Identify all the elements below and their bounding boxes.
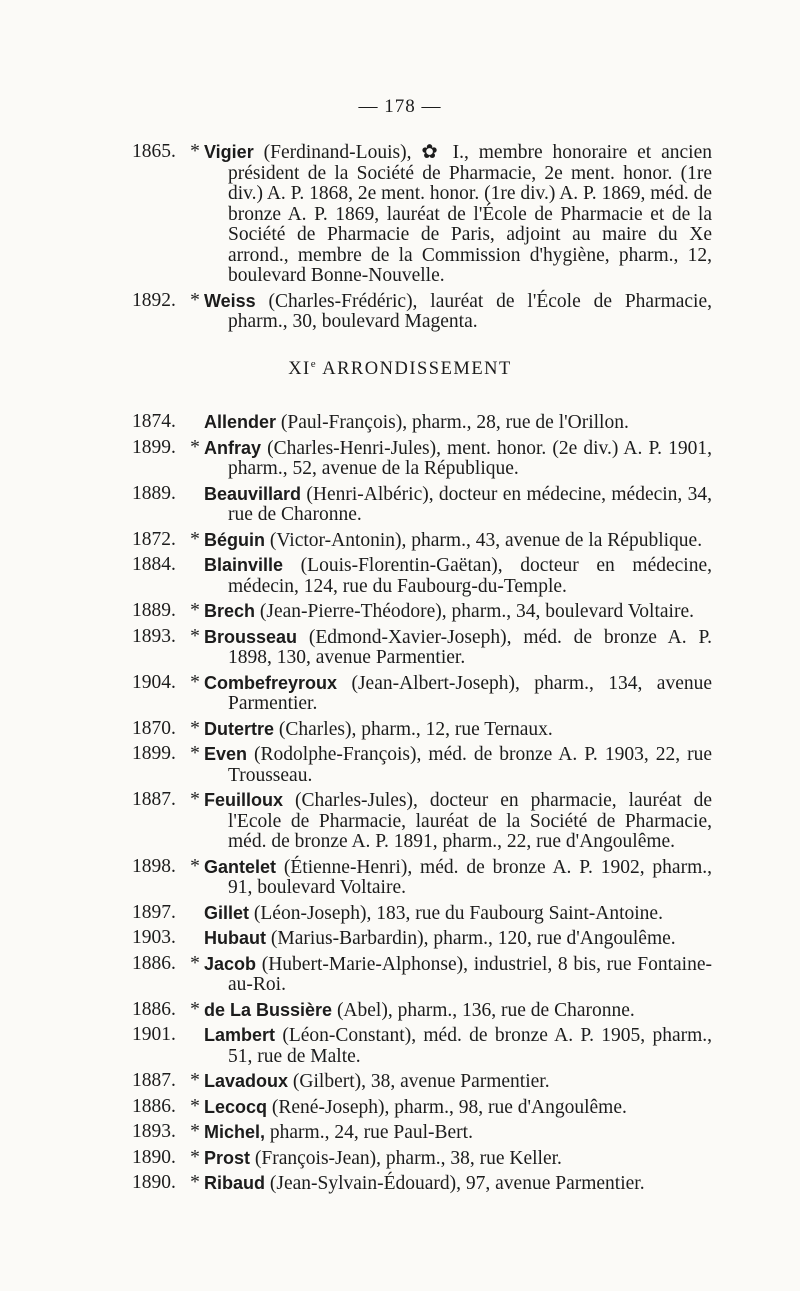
directory-entry	[132, 673, 712, 715]
entries-list-top	[132, 142, 712, 337]
entry-year: 1887.	[132, 1070, 176, 1091]
entry-details: (Henri-Albéric), docteur en médecine, médecin, 34, rue de Charonne.	[228, 483, 712, 525]
entry-year: 1899.	[132, 743, 176, 764]
entry-details: (Charles), pharm., 12, rue Ternaux.	[278, 718, 553, 740]
entry-details: (François-Jean), pharm., 38, rue Keller.	[254, 1147, 562, 1169]
entry-star: *	[190, 1121, 200, 1142]
directory-entry	[132, 555, 712, 597]
entry-body	[204, 291, 712, 333]
entry-name: Michel,	[204, 1122, 266, 1142]
directory-entry	[132, 903, 712, 925]
entry-name: Feuilloux	[204, 790, 284, 810]
entry-star: *	[190, 855, 200, 877]
entry-body	[204, 627, 712, 669]
directory-entry	[132, 857, 712, 899]
entry-details: (Jean-Sylvain-Édouard), 97, avenue Parmentier.	[269, 1173, 645, 1194]
entry-body	[204, 857, 712, 899]
entry-details: (Edmond-Xavier-Joseph), méd. de bronze A. P. 1898, 130, avenue Parmentier.	[228, 626, 712, 668]
section-numeral: XI	[288, 359, 311, 380]
entry-name: Blainville	[204, 555, 284, 575]
entry-details: (Charles-Frédéric), lauréat de l'École de Pharmacie, pharm., 30, boulevard Magenta.	[228, 290, 712, 332]
entry-details: (Louis-Florentin-Gaëtan), docteur en médecine, médecin, 124, rue du Faubourg-du-Temple.	[228, 555, 713, 597]
entry-year: 1898.	[132, 855, 176, 877]
entry-body	[204, 412, 712, 434]
directory-entry	[132, 412, 712, 434]
entry-body	[204, 928, 712, 950]
entry-year: 1872.	[132, 528, 176, 550]
entry-year: 1890.	[132, 1172, 176, 1193]
entry-body	[204, 903, 712, 925]
entry-year: 1886.	[132, 1095, 176, 1117]
entry-name: Weiss	[204, 290, 256, 311]
entry-star: *	[190, 671, 200, 693]
entry-body	[204, 1148, 712, 1170]
entry-year: 1874.	[132, 411, 176, 432]
entry-year: 1865.	[132, 141, 176, 162]
entry-details: (Jean-Albert-Joseph), pharm., 134, avenue Parmentier.	[228, 672, 712, 714]
directory-entry	[132, 1025, 712, 1067]
entry-body	[204, 438, 712, 480]
directory-entry	[132, 1148, 712, 1170]
entry-details: pharm., 24, rue Paul-Bert.	[269, 1122, 473, 1143]
entry-year: 1897.	[132, 901, 176, 923]
section-superscript: e	[310, 358, 318, 370]
entry-star: *	[190, 289, 200, 311]
entry-year: 1886.	[132, 998, 176, 1020]
entry-year: 1893.	[132, 1121, 176, 1142]
entry-details: (Charles-Henri-Jules), ment. honor. (2e div.) A. P. 1901, pharm., 52, avenue de la République.	[228, 437, 713, 479]
entry-name: Dutertre	[204, 718, 275, 739]
entry-body	[204, 1000, 712, 1022]
directory-entry	[132, 954, 712, 996]
entry-body	[204, 1122, 712, 1144]
directory-entry	[132, 1173, 712, 1195]
entry-body	[204, 1097, 712, 1119]
entry-body	[204, 954, 712, 996]
entry-body	[204, 673, 712, 715]
entry-body	[204, 790, 712, 853]
entry-star: *	[190, 1070, 200, 1091]
entry-name: Anfray	[204, 437, 262, 458]
entry-name: Béguin	[204, 529, 265, 550]
entry-details: (René-Joseph), pharm., 98, rue d'Angoulême.	[271, 1096, 627, 1118]
entry-body	[204, 601, 712, 623]
directory-entry	[132, 484, 712, 526]
entry-name: Brousseau	[204, 626, 298, 647]
entry-year: 1886.	[132, 952, 176, 974]
directory-entry	[132, 719, 712, 741]
section-heading	[0, 358, 800, 380]
entry-star: *	[190, 952, 200, 974]
entry-star: *	[190, 528, 200, 550]
section-title: ARRONDISSEMENT	[322, 359, 512, 380]
entry-body	[204, 1025, 712, 1067]
entry-year: 1887.	[132, 789, 176, 810]
entry-details: (Hubert-Marie-Alphonse), industriel, 8 bis, rue Fontaine-au-Roi.	[228, 953, 712, 995]
entry-body	[204, 555, 712, 597]
entry-name: Gantelet	[204, 856, 277, 877]
entry-body	[204, 744, 712, 786]
entry-name: Lecocq	[204, 1096, 268, 1117]
entry-year: 1904.	[132, 671, 176, 693]
entry-name: Brech	[204, 601, 256, 621]
entry-star: *	[190, 141, 200, 162]
entry-body	[204, 1173, 712, 1195]
entry-details: (Abel), pharm., 136, rue de Charonne.	[336, 999, 635, 1021]
entry-body	[204, 530, 712, 552]
entry-year: 1870.	[132, 717, 176, 739]
directory-entry	[132, 1097, 712, 1119]
entry-body	[204, 484, 712, 526]
entry-name: Gillet	[204, 902, 250, 923]
entry-details: (Ferdinand-Louis), ✿ I., membre honoraire et ancien président de la Société de Pharmacie, 2e ment. honor. (1re div.) A. P. 1868, 2e ment. honor. (1re div.) A. P. 1869, méd. de bronze A. P. 1869, lauréat de l'École de Pharmacie et de la Société de Pharmacie de Paris, adjoint au maire du Xe arrond., membre de la Commission d'hygiène, pharm., 12, boulevard Bonne-Nouvelle.	[228, 142, 713, 286]
entry-body	[204, 142, 712, 287]
entry-name: Beauvillard	[204, 483, 302, 504]
entry-star: *	[190, 998, 200, 1020]
entry-name: Jacob	[204, 953, 257, 974]
entry-details: (Victor-Antonin), pharm., 43, avenue de la République.	[269, 529, 703, 551]
page-number: — 178 —	[358, 96, 442, 117]
entry-details: (Léon-Constant), méd. de bronze A. P. 1905, pharm., 51, rue de Malte.	[228, 1025, 713, 1067]
entry-body	[204, 719, 712, 741]
entry-details: (Marius-Barbardin), pharm., 120, rue d'Angoulême.	[270, 928, 676, 949]
entry-name: Vigier	[204, 142, 254, 162]
entry-details: (Léon-Joseph), 183, rue du Faubourg Saint-Antoine.	[253, 902, 663, 924]
entry-name: Combefreyroux	[204, 672, 338, 693]
entry-name: Prost	[204, 1147, 251, 1168]
entry-star: *	[190, 436, 200, 458]
entries-list-main	[132, 412, 712, 1199]
entry-details: (Rodolphe-François), méd. de bronze A. P. 1903, 22, rue Trousseau.	[228, 744, 712, 786]
entry-star: *	[190, 625, 200, 647]
entry-star: *	[190, 600, 200, 621]
entry-year: 1899.	[132, 436, 176, 458]
entry-name: Lavadoux	[204, 1071, 289, 1091]
directory-entry	[132, 438, 712, 480]
entry-year: 1901.	[132, 1024, 176, 1045]
directory-entry	[132, 790, 712, 853]
directory-entry	[132, 1000, 712, 1022]
directory-entry	[132, 627, 712, 669]
directory-entry	[132, 1071, 712, 1093]
entry-year: 1889.	[132, 600, 176, 621]
entry-body	[204, 1071, 712, 1093]
entry-year: 1893.	[132, 625, 176, 647]
entry-year: 1884.	[132, 554, 176, 575]
entry-details: (Charles-Jules), docteur en pharmacie, lauréat de l'Ecole de Pharmacie, lauréat de la Société de Pharmacie, méd. de bronze A. P. 1891, pharm., 22, rue d'Angoulême.	[228, 790, 713, 852]
entry-details: (Jean-Pierre-Théodore), pharm., 34, boulevard Voltaire.	[259, 601, 694, 622]
entry-year: 1890.	[132, 1146, 176, 1168]
entry-details: (Gilbert), 38, avenue Parmentier.	[292, 1071, 550, 1092]
entry-details: (Paul-François), pharm., 28, rue de l'Orillon.	[280, 412, 629, 433]
entry-star: *	[190, 789, 200, 810]
directory-entry	[132, 928, 712, 950]
directory-entry	[132, 601, 712, 623]
entry-year: 1892.	[132, 289, 176, 311]
directory-entry	[132, 1122, 712, 1144]
entry-star: *	[190, 1095, 200, 1117]
entry-name: Allender	[204, 412, 277, 432]
entry-year: 1903.	[132, 927, 176, 948]
entry-star: *	[190, 743, 200, 764]
entry-name: Lambert	[204, 1025, 276, 1045]
entry-star: *	[190, 1146, 200, 1168]
entry-name: Even	[204, 744, 248, 764]
entry-details: (Étienne-Henri), méd. de bronze A. P. 1902, pharm., 91, boulevard Voltaire.	[228, 856, 712, 898]
entry-name: Hubaut	[204, 928, 266, 948]
directory-entry	[132, 291, 712, 333]
directory-entry	[132, 142, 712, 287]
directory-entry	[132, 744, 712, 786]
entry-name: de La Bussière	[204, 999, 333, 1020]
entry-name: Ribaud	[204, 1173, 265, 1193]
entry-star: *	[190, 717, 200, 739]
entry-year: 1889.	[132, 482, 176, 504]
directory-entry	[132, 530, 712, 552]
entry-star: *	[190, 1172, 200, 1193]
